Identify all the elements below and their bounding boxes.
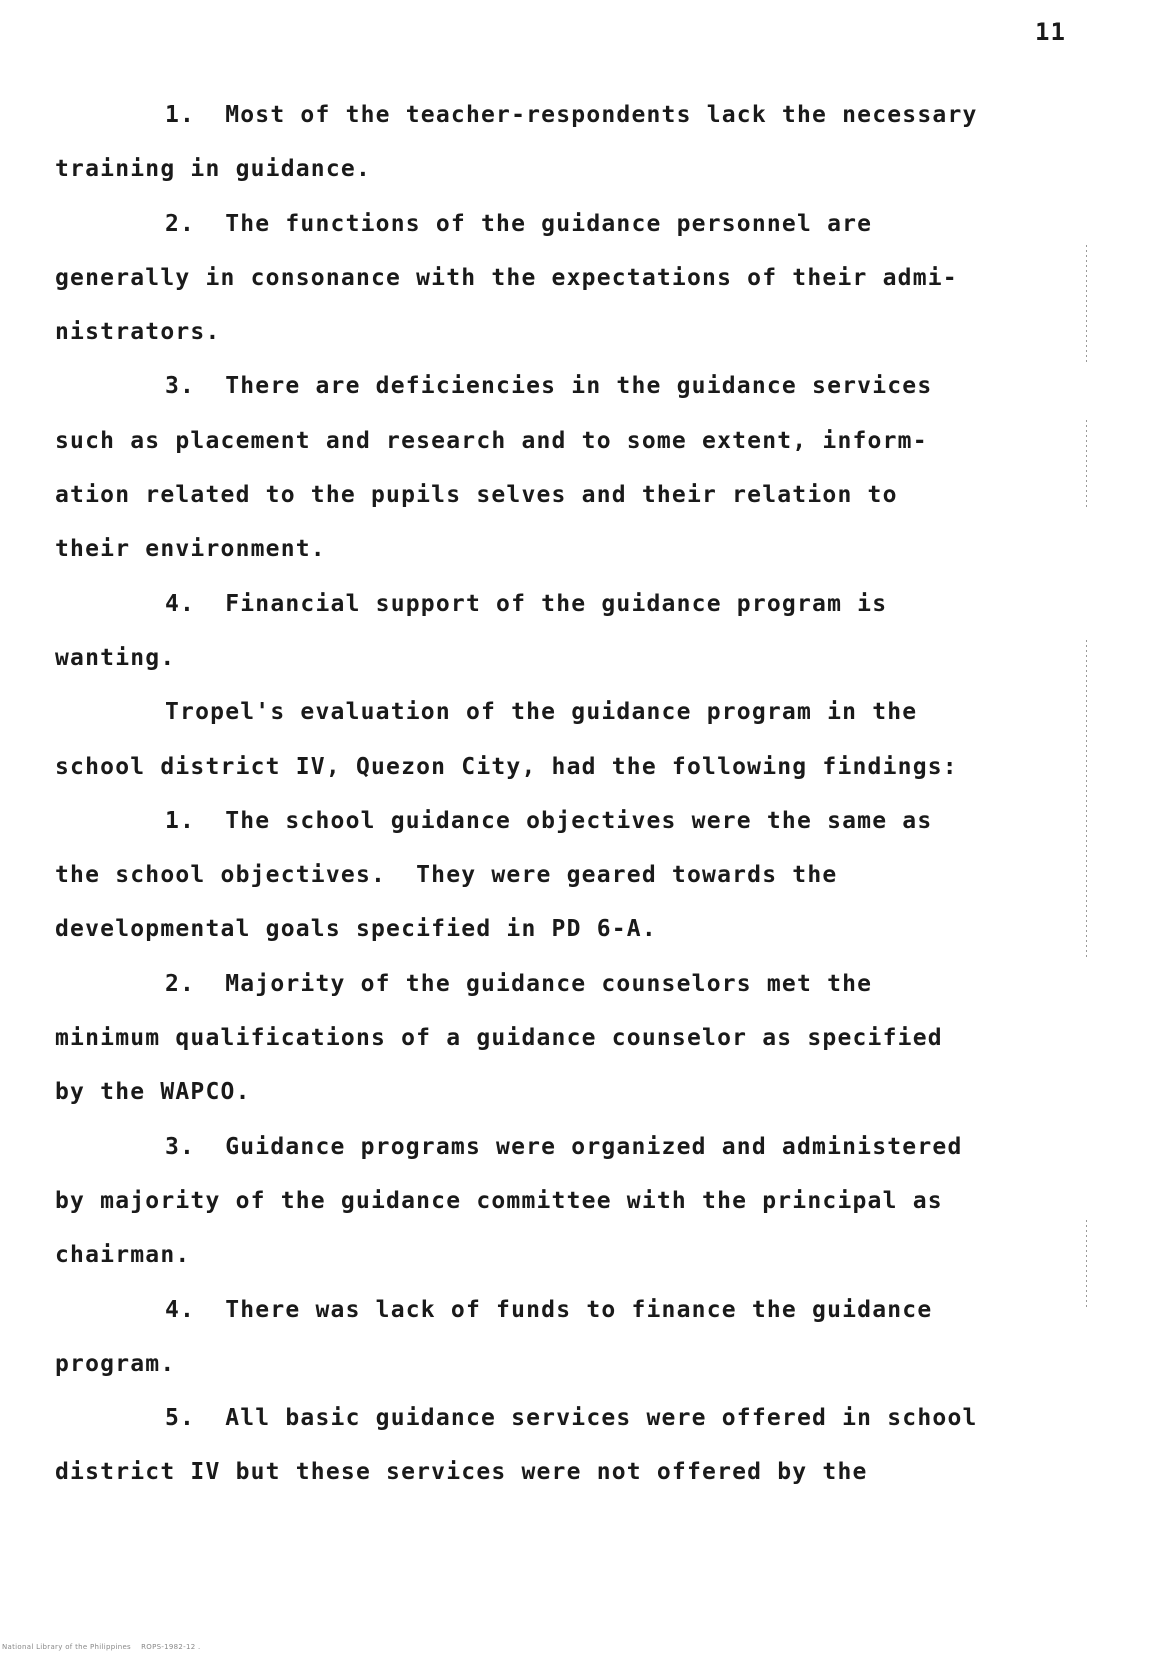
- text-line: their environment.: [55, 536, 326, 563]
- text-line: by majority of the guidance committee with the principal as: [55, 1187, 943, 1214]
- text-line: generally in consonance with the expectations of their admi-: [55, 264, 958, 291]
- scan-margin-mark: [1086, 420, 1087, 510]
- text-line: minimum qualifications of a guidance counselor as specified: [55, 1025, 943, 1052]
- text-line: 1. The school guidance objectives were the same as: [165, 807, 933, 834]
- scan-margin-mark: [1086, 640, 1087, 960]
- text-line: 2. The functions of the guidance personnel are: [165, 210, 873, 237]
- text-line: 4. Financial support of the guidance program is: [165, 590, 888, 617]
- text-line: program.: [55, 1350, 176, 1377]
- text-line: developmental goals specified in PD 6-A.: [55, 916, 657, 943]
- text-line: wanting.: [55, 644, 176, 671]
- text-line: 3. There are deficiencies in the guidance services: [165, 373, 933, 400]
- text-line: school district IV, Quezon City, had the following findings:: [55, 753, 958, 780]
- text-line: training in guidance.: [55, 156, 371, 183]
- text-line: chairman.: [55, 1242, 191, 1269]
- scan-margin-mark: [1086, 1220, 1087, 1310]
- text-line: 1. Most of the teacher-respondents lack the necessary: [165, 102, 978, 128]
- page-number: 11: [1035, 18, 1066, 46]
- body-text: [55, 88, 1065, 1500]
- text-line: 2. Majority of the guidance counselors met the: [165, 970, 873, 997]
- text-line: 5. All basic guidance services were offered in school: [165, 1405, 978, 1432]
- text-line: district IV but these services were not offered by the: [55, 1459, 868, 1486]
- text-line: the school objectives. They were geared towards the: [55, 862, 838, 889]
- text-line: nistrators.: [55, 319, 221, 346]
- text-line: by the WAPCO.: [55, 1079, 251, 1106]
- text-line: 3. Guidance programs were organized and administered: [165, 1133, 963, 1160]
- text-line: 4. There was lack of funds to finance the guidance: [165, 1296, 933, 1323]
- footer-watermark: National Library of the Philippines ROPS-1982-12 .: [2, 1643, 201, 1651]
- text-line: ation related to the pupils selves and their relation to: [55, 482, 898, 509]
- text-line: Tropel's evaluation of the guidance program in the: [165, 699, 918, 726]
- text-line: such as placement and research and to some extent, inform-: [55, 427, 928, 454]
- scan-margin-mark: [1086, 245, 1087, 365]
